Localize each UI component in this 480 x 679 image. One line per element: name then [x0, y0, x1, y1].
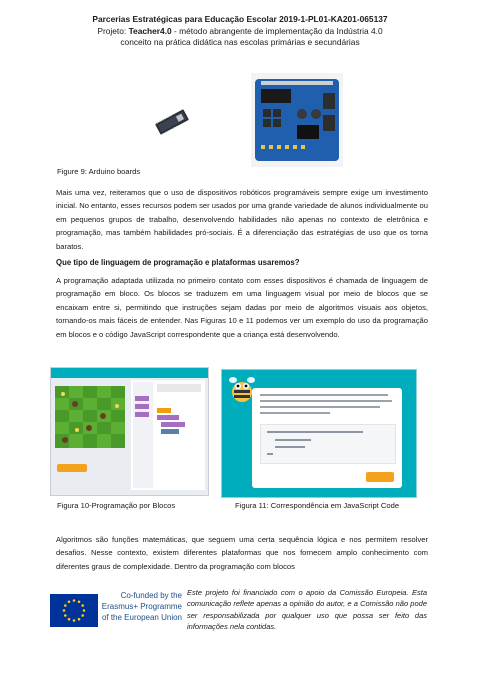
blocks-graphic — [131, 380, 205, 490]
eu-flag-logo — [50, 594, 98, 627]
code-lines-graphic — [261, 425, 395, 463]
figure-11-javascript-screenshot — [221, 369, 417, 498]
paragraph-algorithms: Algoritmos são funções matemáticas, que seguem uma certa sequência lógica e nos permitem resolver desafios. Nesse contexto, existem diferentes plataformas que nos fornecem amplo conhecimento com diferentes graus de complexidade. Dentro da programação com blocos — [56, 535, 428, 571]
game-grid — [55, 386, 125, 448]
paragraph-block-programming: A programação adaptada utilizada no primeiro contato com esses dispositivos é chamada de linguagem de programação em bloco. Os blocos se traduzem em uma linguagem visual por meio de blocos que se encaixam entre si, permitindo que instruções sejam dadas por meio de algoritmos visuais aos objetos, tornando-os mais fáceis de entender. Nas Figuras 10 e 11 podemos ver um exemplo do uso da programação em blocos e o código JavaScript correspondente que a criança está desenvolvendo. — [56, 276, 428, 339]
paragraph-robotics-investment: Mais uma vez, reiteramos que o uso de dispositivos robóticos programáveis sempre exige um investimento inicial. No entanto, esses recursos podem ser usados por uma grande variedade de alunos individualmente ou em pequenos grupos de trabalho, desenvolvendo habilidades não apenas no contexto de eletrônica e programação, mas também habilidades pró-sociais. É a diferenciação das estratégias de uso que os torna baratos. — [56, 188, 428, 251]
app-top-bar — [51, 368, 208, 378]
ok-button[interactable] — [366, 472, 394, 482]
dialog-text-lines — [252, 388, 402, 422]
header-line-3: conceito na prática didática nas escolas primárias e secundárias — [120, 37, 360, 47]
figure-10-caption: Figura 10-Programação por Blocos — [57, 501, 176, 510]
section-heading: Que tipo de linguagem de programação e plataformas usaremos? — [56, 258, 300, 267]
game-maze-graphic — [55, 386, 125, 448]
eu-line-1: Co-funded by the — [120, 591, 182, 600]
blocks-workspace — [131, 380, 205, 490]
disclaimer-text: Este projeto foi financiado com o apoio da Comissão Europeia. Esta comunicação reflete apenas a opinião do autor, e a Comissão não pode ser responsabilizada por qualquer uso que possa ser feito das informações nela contidas. — [187, 588, 427, 632]
eu-funding-text — [100, 590, 182, 623]
code-dialog — [252, 388, 402, 488]
eu-line-3: of the European Union — [101, 613, 182, 622]
run-button[interactable] — [57, 464, 87, 472]
figure-11-caption: Figura 11: Correspondência em JavaScript Code — [235, 501, 400, 510]
header-line-1: Parcerias Estratégicas para Educação Escolar 2019-1-PL01-KA201-065137 — [92, 14, 388, 24]
figure-9-caption: Figure 9: Arduino boards — [57, 167, 141, 176]
blue-expansion-board-image — [251, 73, 343, 167]
eu-line-2: Erasmus+ Programme — [101, 602, 182, 611]
figure-10-block-programming-screenshot — [50, 367, 209, 496]
javascript-code-block — [260, 424, 396, 464]
header-line-2: Projeto: Teacher4.0 - método abrangente de implementação da Indústria 4.0 — [97, 26, 383, 36]
arduino-nano-image — [152, 108, 192, 136]
